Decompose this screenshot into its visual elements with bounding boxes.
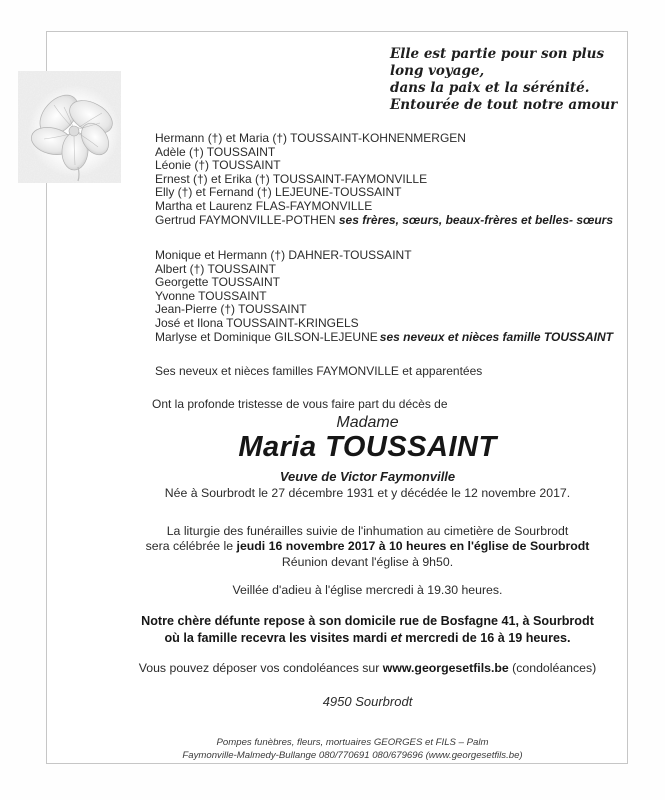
epigraph-verse [390,46,635,114]
family-note: Ses neveux et nièces familles FAYMONVILLE et apparentées [155,364,483,378]
family-member: Georgette TOUSSAINT [155,275,280,290]
family-member: Martha et Laurenz FLAS-FAYMONVILLE [155,198,373,213]
family-group-siblings [155,132,613,227]
ceremony-date-time: jeudi 16 novembre 2017 à 10 heures en l'église de Sourbrodt [236,539,590,554]
condolences-notice [110,661,625,675]
relation-label-siblings: ses frères, sœurs, beaux-frères et belles- sœurs [338,212,613,227]
ceremony-line2-prefix: sera célébrée le [145,539,237,554]
family-group-nephews [155,249,613,344]
family-member: Monique et Hermann (†) DAHNER-TOUSSAINT [155,248,412,262]
visits-line2-part1: où la famille recevra les visites mardi [164,631,391,645]
family-member: Marlyse et Dominique GILSON-LEJEUNE [155,329,378,344]
family-member-row [155,331,613,345]
ceremony-details [110,524,625,570]
visits-line2-part2: mercredi de 16 à 19 heures. [401,631,571,645]
family-member: Albert (†) TOUSSAINT [155,261,276,276]
visits-notice [110,613,625,647]
postal-address: 4950 Sourbrodt [322,694,413,709]
funeral-home-footer [65,737,640,762]
ceremony-line2 [110,539,625,554]
family-member: Jean-Pierre (†) TOUSSAINT [155,302,307,317]
announcement-intro: Ont la profonde tristesse de vous faire part du décès de [152,397,448,411]
family-member: Hermann (†) et Maria (†) TOUSSAINT-KOHNENMERGEN [155,131,466,145]
family-member: Gertrud FAYMONVILLE-POTHEN [155,212,336,227]
family-member: Ernest (†) et Erika (†) TOUSSAINT-FAYMONVILLE [155,171,428,186]
condolences-prefix: Vous pouvez déposer vos condoléances sur [138,661,383,675]
condolences-suffix: (condoléances) [508,661,597,675]
condolences-website: www.georgesetfils.be [382,661,509,675]
visits-line1: Notre chère défunte repose à son domicile rue de Bosfagne 41, à Sourbrodt [141,614,594,628]
epigraph-line: Entourée de tout notre amour [390,97,618,113]
relation-label-nephews: ses neveux et nièces famille TOUSSAINT [379,329,613,344]
epigraph-line: Elle est partie pour son plus long voyage, [390,46,605,79]
visits-line2 [110,630,625,647]
family-member: Yvonne TOUSSAINT [155,288,267,303]
life-dates: Née à Sourbrodt le 27 décembre 1931 et y décédée le 12 novembre 2017. [164,486,571,500]
family-member-row [155,214,613,228]
family-member: Adèle (†) TOUSSAINT [155,144,276,159]
family-member: José et Ilona TOUSSAINT-KRINGELS [155,315,359,330]
ceremony-line3: Réunion devant l'église à 9h50. [281,554,454,569]
widow-subtitle: Veuve de Victor Faymonville [279,469,456,484]
ceremony-line1: La liturgie des funérailles suivie de l'inhumation au cimetière de Sourbrodt [166,524,569,538]
vigil-notice: Veillée d'adieu à l'église mercredi à 19.30 heures. [232,583,503,597]
title-prefix: Madame [336,414,399,431]
flower-image [18,71,121,183]
deceased-name: Maria TOUSSAINT [238,431,497,463]
funeral-home-name: Pompes funèbres, fleurs, mortuaires GEORGES et FILS – Palm [216,737,489,748]
family-member: Léonie (†) TOUSSAINT [155,158,281,173]
funeral-home-contact: Faymonville-Malmedy-Bullange 080/770691 080/679696 (www.georgesetfils.be) [182,749,523,761]
epigraph-line: dans la paix et la sérénité. [390,80,590,96]
family-member: Elly (†) et Fernand (†) LEJEUNE-TOUSSAINT [155,185,402,200]
visits-line2-et: et [390,631,402,645]
